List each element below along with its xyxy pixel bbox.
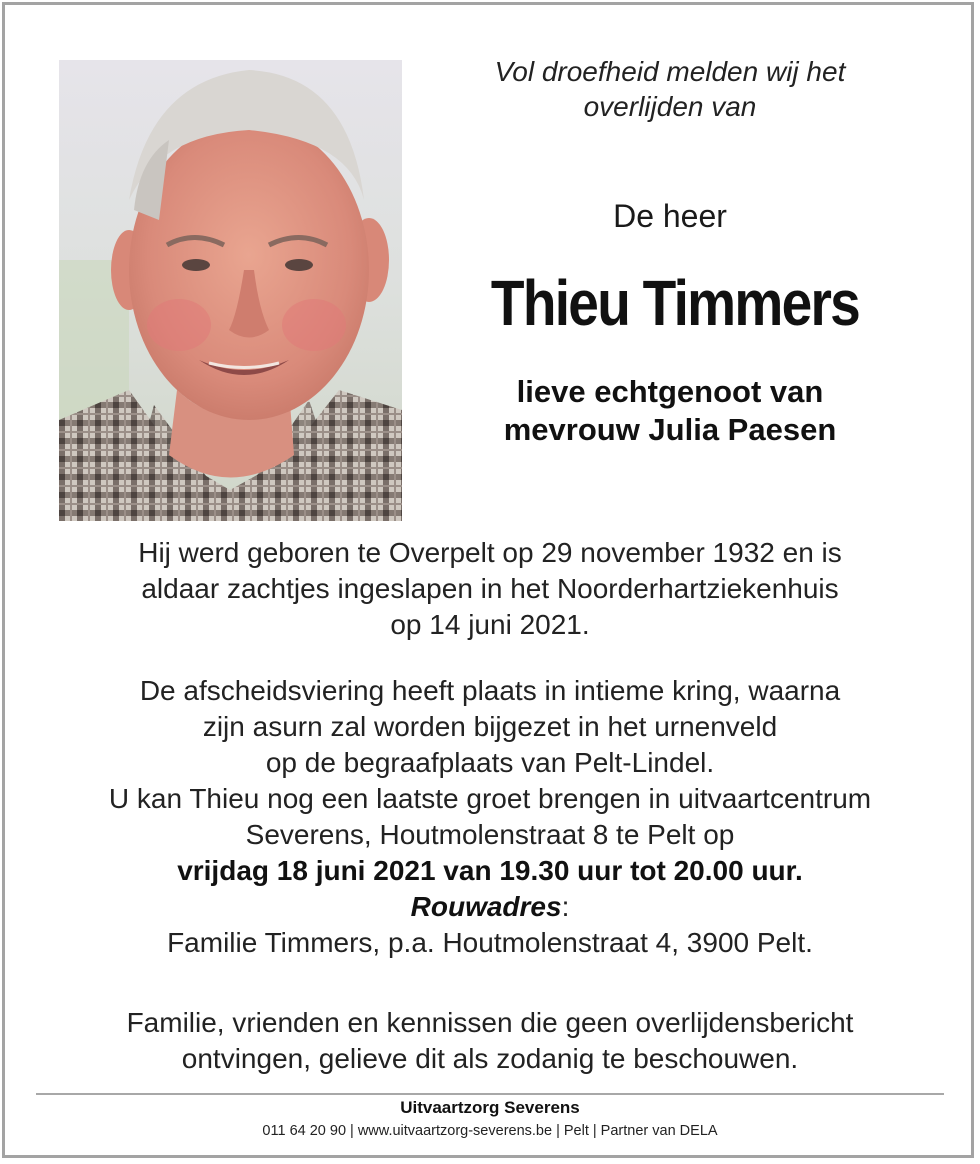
birth-line: aldaar zachtjes ingeslapen in het Noorderhartziekenhuis bbox=[141, 573, 839, 604]
ceremony-line: op de begraafplaats van Pelt-Lindel. bbox=[265, 747, 715, 778]
footer-divider bbox=[36, 1093, 944, 1095]
portrait-photo bbox=[59, 60, 402, 521]
intro-text bbox=[440, 54, 900, 124]
spouse-line: mevrouw Julia Paesen bbox=[503, 412, 837, 447]
ceremony-line: U kan Thieu nog een laatste groet brengen in uitvaartcentrum bbox=[108, 783, 872, 814]
intro-line: overlijden van bbox=[583, 91, 757, 122]
ceremony-line: Severens, Houtmolenstraat 8 te Pelt op bbox=[245, 819, 735, 850]
closing-line: Familie, vrienden en kennissen die geen overlijdensbericht bbox=[126, 1007, 854, 1038]
rouwadres-label: Rouwadres bbox=[410, 891, 562, 922]
ceremony-line: De afscheidsviering heeft plaats in intieme kring, waarna bbox=[139, 675, 841, 706]
mourning-address: Familie Timmers, p.a. Houtmolenstraat 4, 3900 Pelt. bbox=[167, 927, 813, 958]
rouwadres-colon: : bbox=[561, 891, 570, 922]
closing-paragraph bbox=[40, 1005, 940, 1077]
closing-line: ontvingen, gelieve dit als zodanig te beschouwen. bbox=[181, 1043, 799, 1074]
spouse-line: lieve echtgenoot van bbox=[516, 374, 824, 409]
ceremony-line: zijn asurn zal worden bijgezet in het urnenveld bbox=[202, 711, 778, 742]
funeral-home-name: Uitvaartzorg Severens bbox=[400, 1098, 580, 1117]
visitation-time: vrijdag 18 juni 2021 van 19.30 uur tot 20.00 uur. bbox=[177, 855, 803, 886]
birth-line: op 14 juni 2021. bbox=[390, 609, 590, 640]
salutation: De heer bbox=[613, 198, 727, 234]
funeral-home-contact: 011 64 20 90 | www.uitvaartzorg-severens.be | Pelt | Partner van DELA bbox=[262, 1123, 718, 1139]
intro-line: Vol droefheid melden wij het bbox=[494, 56, 846, 87]
birth-line: Hij werd geboren te Overpelt op 29 november 1932 en is bbox=[138, 537, 842, 568]
ceremony-paragraph bbox=[40, 673, 940, 961]
deceased-name: Thieu Timmers bbox=[490, 267, 860, 339]
spouse-text bbox=[440, 373, 900, 449]
birth-paragraph bbox=[40, 535, 940, 643]
rouwadres-heading bbox=[40, 889, 940, 925]
